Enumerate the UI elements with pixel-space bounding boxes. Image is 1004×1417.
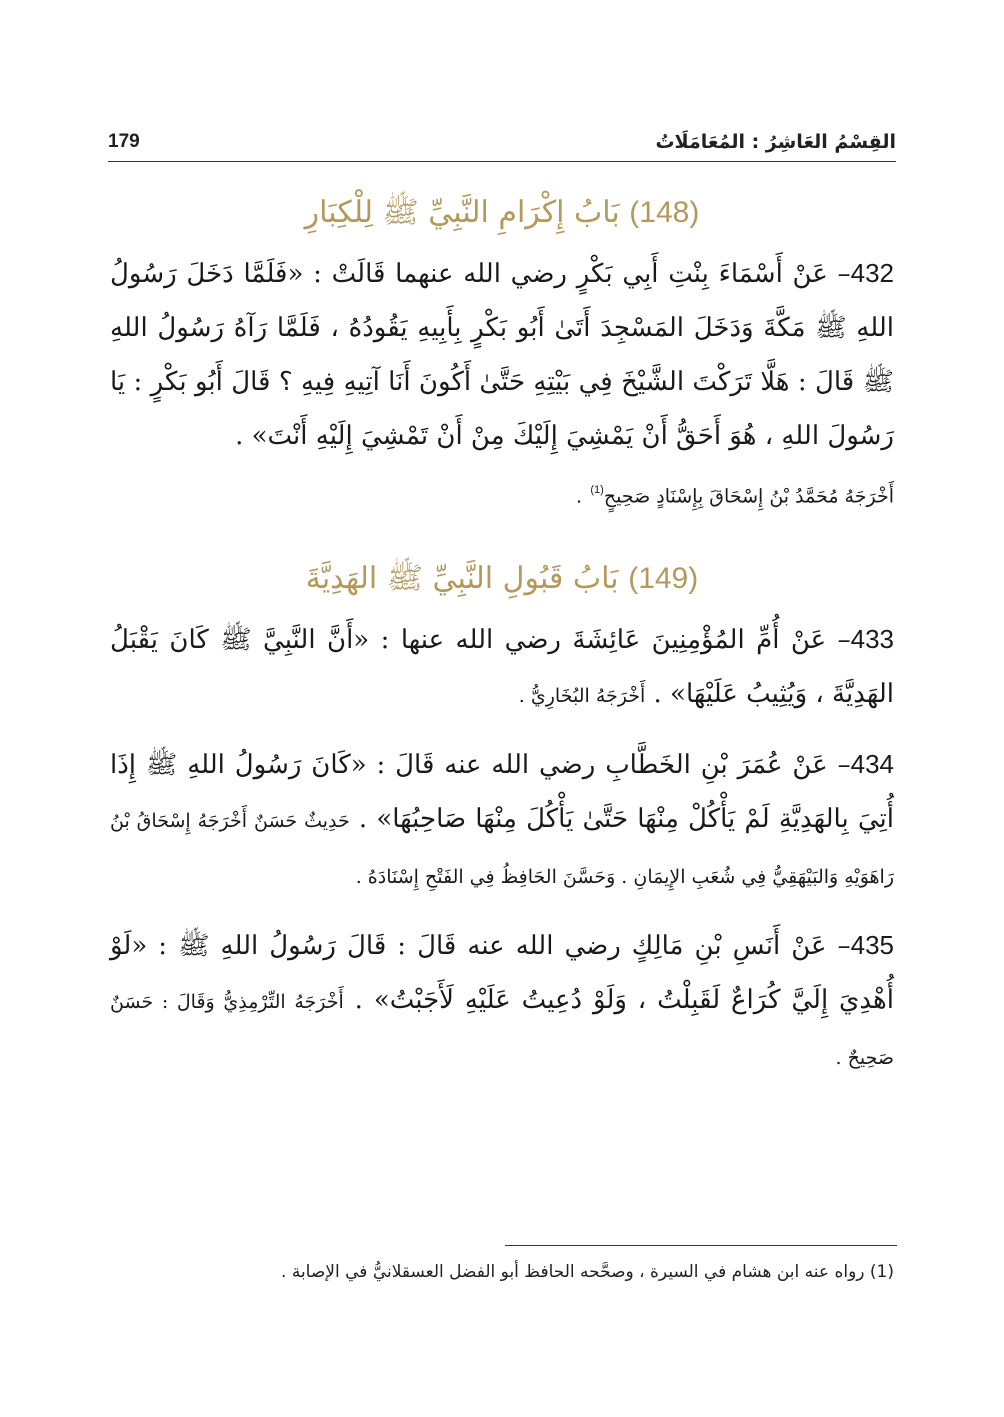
hadith-text: – عَنْ عُمَرَ بْنِ الخَطَّابِ رضي الله عنه قَالَ : «كَانَ رَسُولُ اللهِ ﷺ إِذَا أُتِيَ بِالهَدِيَّةِ لَمْ يَأْكُلْ مِنْهَا حَتَّىٰ يَأْكُلَ مِنْهَا صَاحِبُهَا» .	[110, 749, 894, 834]
hadith-text: – عَنْ أُمِّ المُؤْمِنِينَ عَائِشَةَ رضي الله عنها : «أَنَّ النَّبِيَّ ﷺ كَانَ يَقْبَلُ الهَدِيَّةَ ، وَيُثِيبُ عَلَيْهَا» .	[110, 624, 894, 709]
chapter-title-149	[110, 558, 894, 600]
hadith-takhrij: أَخْرَجَهُ التِّرْمِذِيُّ وَقَالَ : حَسَنٌ صَحِيحٌ .	[110, 990, 894, 1069]
chapter-title-148	[110, 192, 894, 234]
page-header	[108, 122, 896, 162]
header-rule	[108, 161, 896, 162]
hadith-432	[110, 246, 894, 524]
hadith-433	[110, 612, 894, 723]
hadith-number: 434	[850, 748, 894, 779]
hadith-435	[110, 918, 894, 1085]
chapter-number: (149)	[628, 561, 699, 595]
chapter-number: (148)	[629, 196, 700, 229]
hadith-takhrij: حَدِيثٌ حَسَنٌ أَخْرَجَهُ إِسْحَاقُ بْنُ رَاهَوَيْهِ وَالبَيْهَقِيُّ فِي شُعَبِ الإِيمَانِ . وَحَسَّنَ الحَافِظُ فِي الفَتْحِ إِسْنَادَهُ .	[110, 809, 894, 888]
hadith-number: 435	[850, 929, 894, 960]
footnote-ref[interactable]: (1)	[590, 484, 604, 496]
page-number: 179	[108, 131, 140, 152]
hadith-number: 432	[850, 258, 894, 288]
hadith-takhrij: أَخْرَجَهُ البُخَارِيُّ .	[518, 684, 646, 707]
end-mark: .	[576, 485, 583, 508]
hadith-number: 433	[850, 623, 894, 654]
hadith-434	[110, 737, 894, 904]
page-body	[110, 180, 894, 1085]
footnote: (1) رواه عنه ابن هشام في السيرة ، وصحَّحه الحافظ أبو الفضل العسقلانيُّ في الإصابة .	[281, 1262, 894, 1282]
chapter-title-text: بَابُ قَبُولِ النَّبِيِّ ﷺ الهَدِيَّةَ	[305, 560, 619, 596]
hadith-text: – عَنْ أَسْمَاءَ بِنْتِ أَبِي بَكْرٍ رضي الله عنهما قَالَتْ : «فَلَمَّا دَخَلَ رَسُولُ اللهِ ﷺ مَكَّةَ وَدَخَلَ المَسْجِدَ أَتَىٰ أَبُو بَكْرٍ بِأَبِيهِ يَقُودُهُ ، فَلَمَّا رَآهُ رَسُولُ اللهِ ﷺ قَالَ : هَلَّا تَرَكْتَ الشَّيْخَ فِي بَيْتِهِ حَتَّىٰ أَكُونَ أَنَا آتِيهِ فِيهِ ؟ قَالَ أَبُو بَكْرٍ : يَا رَسُولَ اللهِ ، هُوَ أَحَقُّ أَنْ يَمْشِيَ إِلَيْكَ مِنْ أَنْ تَمْشِيَ إِلَيْهِ أَنْتَ» .	[110, 259, 894, 451]
running-title: القِسْمُ العَاشِرُ : المُعَامَلَاتُ	[655, 131, 896, 153]
hadith-takhrij: أَخْرَجَهُ مُحَمَّدُ بْنُ إِسْحَاقَ بِإِسْنَادٍ صَحِيحٍ	[603, 485, 894, 508]
hadith-text: – عَنْ أَنَسِ بْنِ مَالِكٍ رضي الله عنه قَالَ : قَالَ رَسُولُ اللهِ ﷺ : «لَوْ أُهْدِيَ إِلَيَّ كُرَاعٌ لَقَبِلْتُ ، وَلَوْ دُعِيتُ عَلَيْهِ لَأَجَبْتُ» .	[110, 930, 894, 1015]
chapter-title-text: بَابُ إِكْرَامِ النَّبِيِّ ﷺ لِلْكِبَارِ	[304, 195, 620, 230]
footnote-rule	[505, 1245, 897, 1246]
